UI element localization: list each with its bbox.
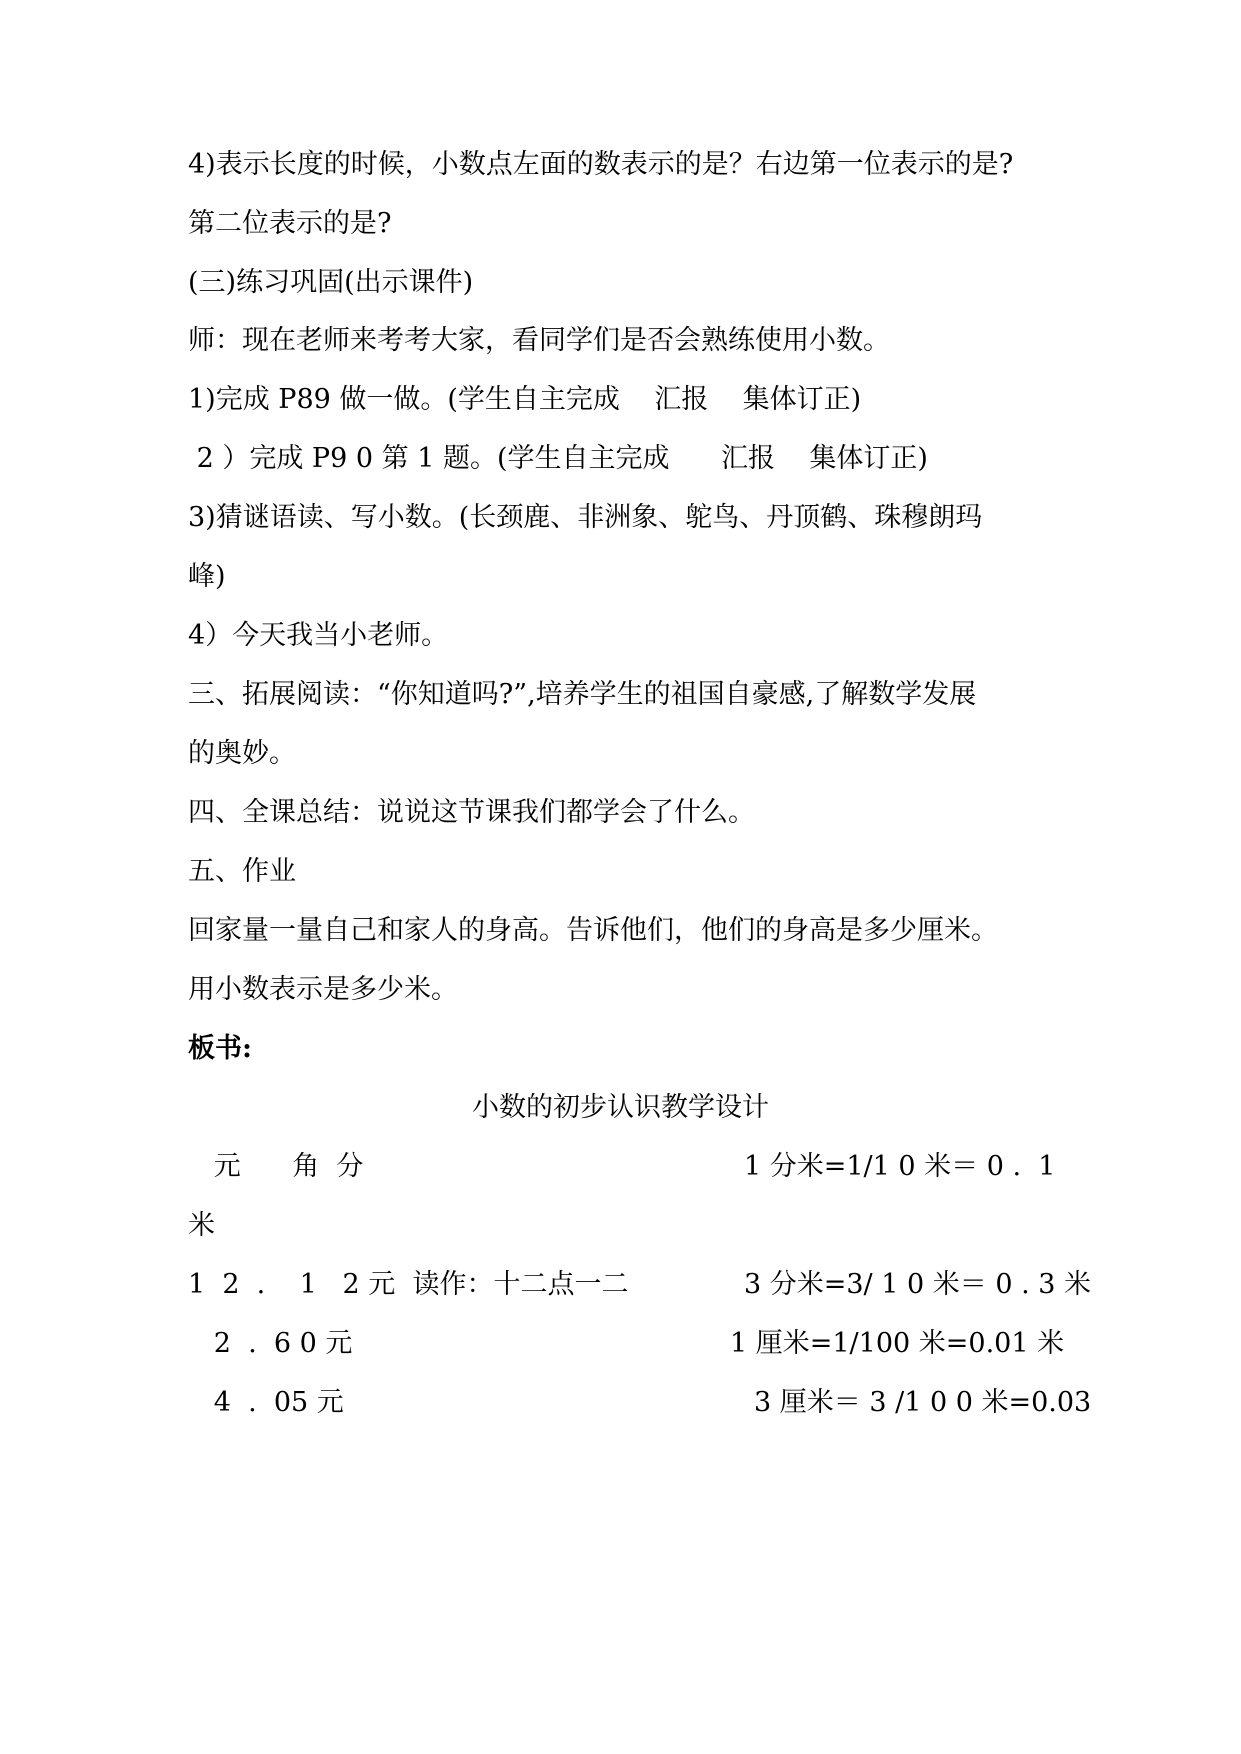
section-heading-practice: (三)练习巩固(出示课件) [188, 267, 474, 298]
board-heading: 板书: [188, 1033, 252, 1064]
section-heading-reading-cont: 的奥妙。 [188, 738, 296, 769]
homework-text-2: 用小数表示是多少米。 [188, 974, 458, 1005]
board-right-row-2: 3 分米=3/ 1 0 米＝ 0 . 3 米 [744, 1269, 1092, 1300]
section-heading-reading: 三、拓展阅读：“你知道吗?”,培养学生的祖国自豪感,了解数学发展 [188, 679, 977, 710]
exercise-item-3: 3)猜谜语读、写小数。(长颈鹿、非洲象、鸵鸟、丹顶鹤、珠穆朗玛 [188, 502, 983, 533]
board-title: 小数的初步认识教学设计 [472, 1092, 769, 1123]
board-right-row-3: 1 厘米=1/100 米=0.01 米 [730, 1328, 1065, 1359]
board-left-row-5: 4 . 05 元 [188, 1387, 344, 1418]
exercise-item-3-cont: 峰) [188, 561, 226, 592]
text-line-2: 第二位表示的是? [188, 208, 392, 239]
exercise-item-1: 1)完成 P89 做一做。(学生自主完成 汇报 集体订正) [188, 384, 862, 415]
exercise-item-4: 4）今天我当小老师。 [188, 620, 449, 651]
board-left-row-1: 元 角 分 [188, 1151, 364, 1182]
exercise-item-2: 2 ）完成 P9 0 第 1 题。(学生自主完成 汇报 集体订正) [188, 443, 928, 474]
text-line-1: 4)表示长度的时候，小数点左面的数表示的是？右边第一位表示的是? [188, 149, 1014, 180]
text-line-teacher: 师：现在老师来考考大家，看同学们是否会熟练使用小数。 [188, 325, 890, 356]
board-right-row-1: 1 分米=1/1 0 米＝ 0 . 1 [744, 1151, 1056, 1182]
board-left-row-4: 2 . 6 0 元 [188, 1328, 353, 1359]
board-left-row-2: 米 [188, 1210, 215, 1241]
homework-text-1: 回家量一量自己和家人的身高。告诉他们，他们的身高是多少厘米。 [188, 915, 998, 946]
section-heading-summary: 四、全课总结：说说这节课我们都学会了什么。 [188, 797, 755, 828]
section-heading-homework: 五、作业 [188, 856, 296, 887]
board-right-row-4: 3 厘米＝ 3 /1 0 0 米=0.03 [754, 1387, 1092, 1418]
board-left-row-3: 1 2 . 1 2 元 读作：十二点一二 [188, 1269, 629, 1300]
